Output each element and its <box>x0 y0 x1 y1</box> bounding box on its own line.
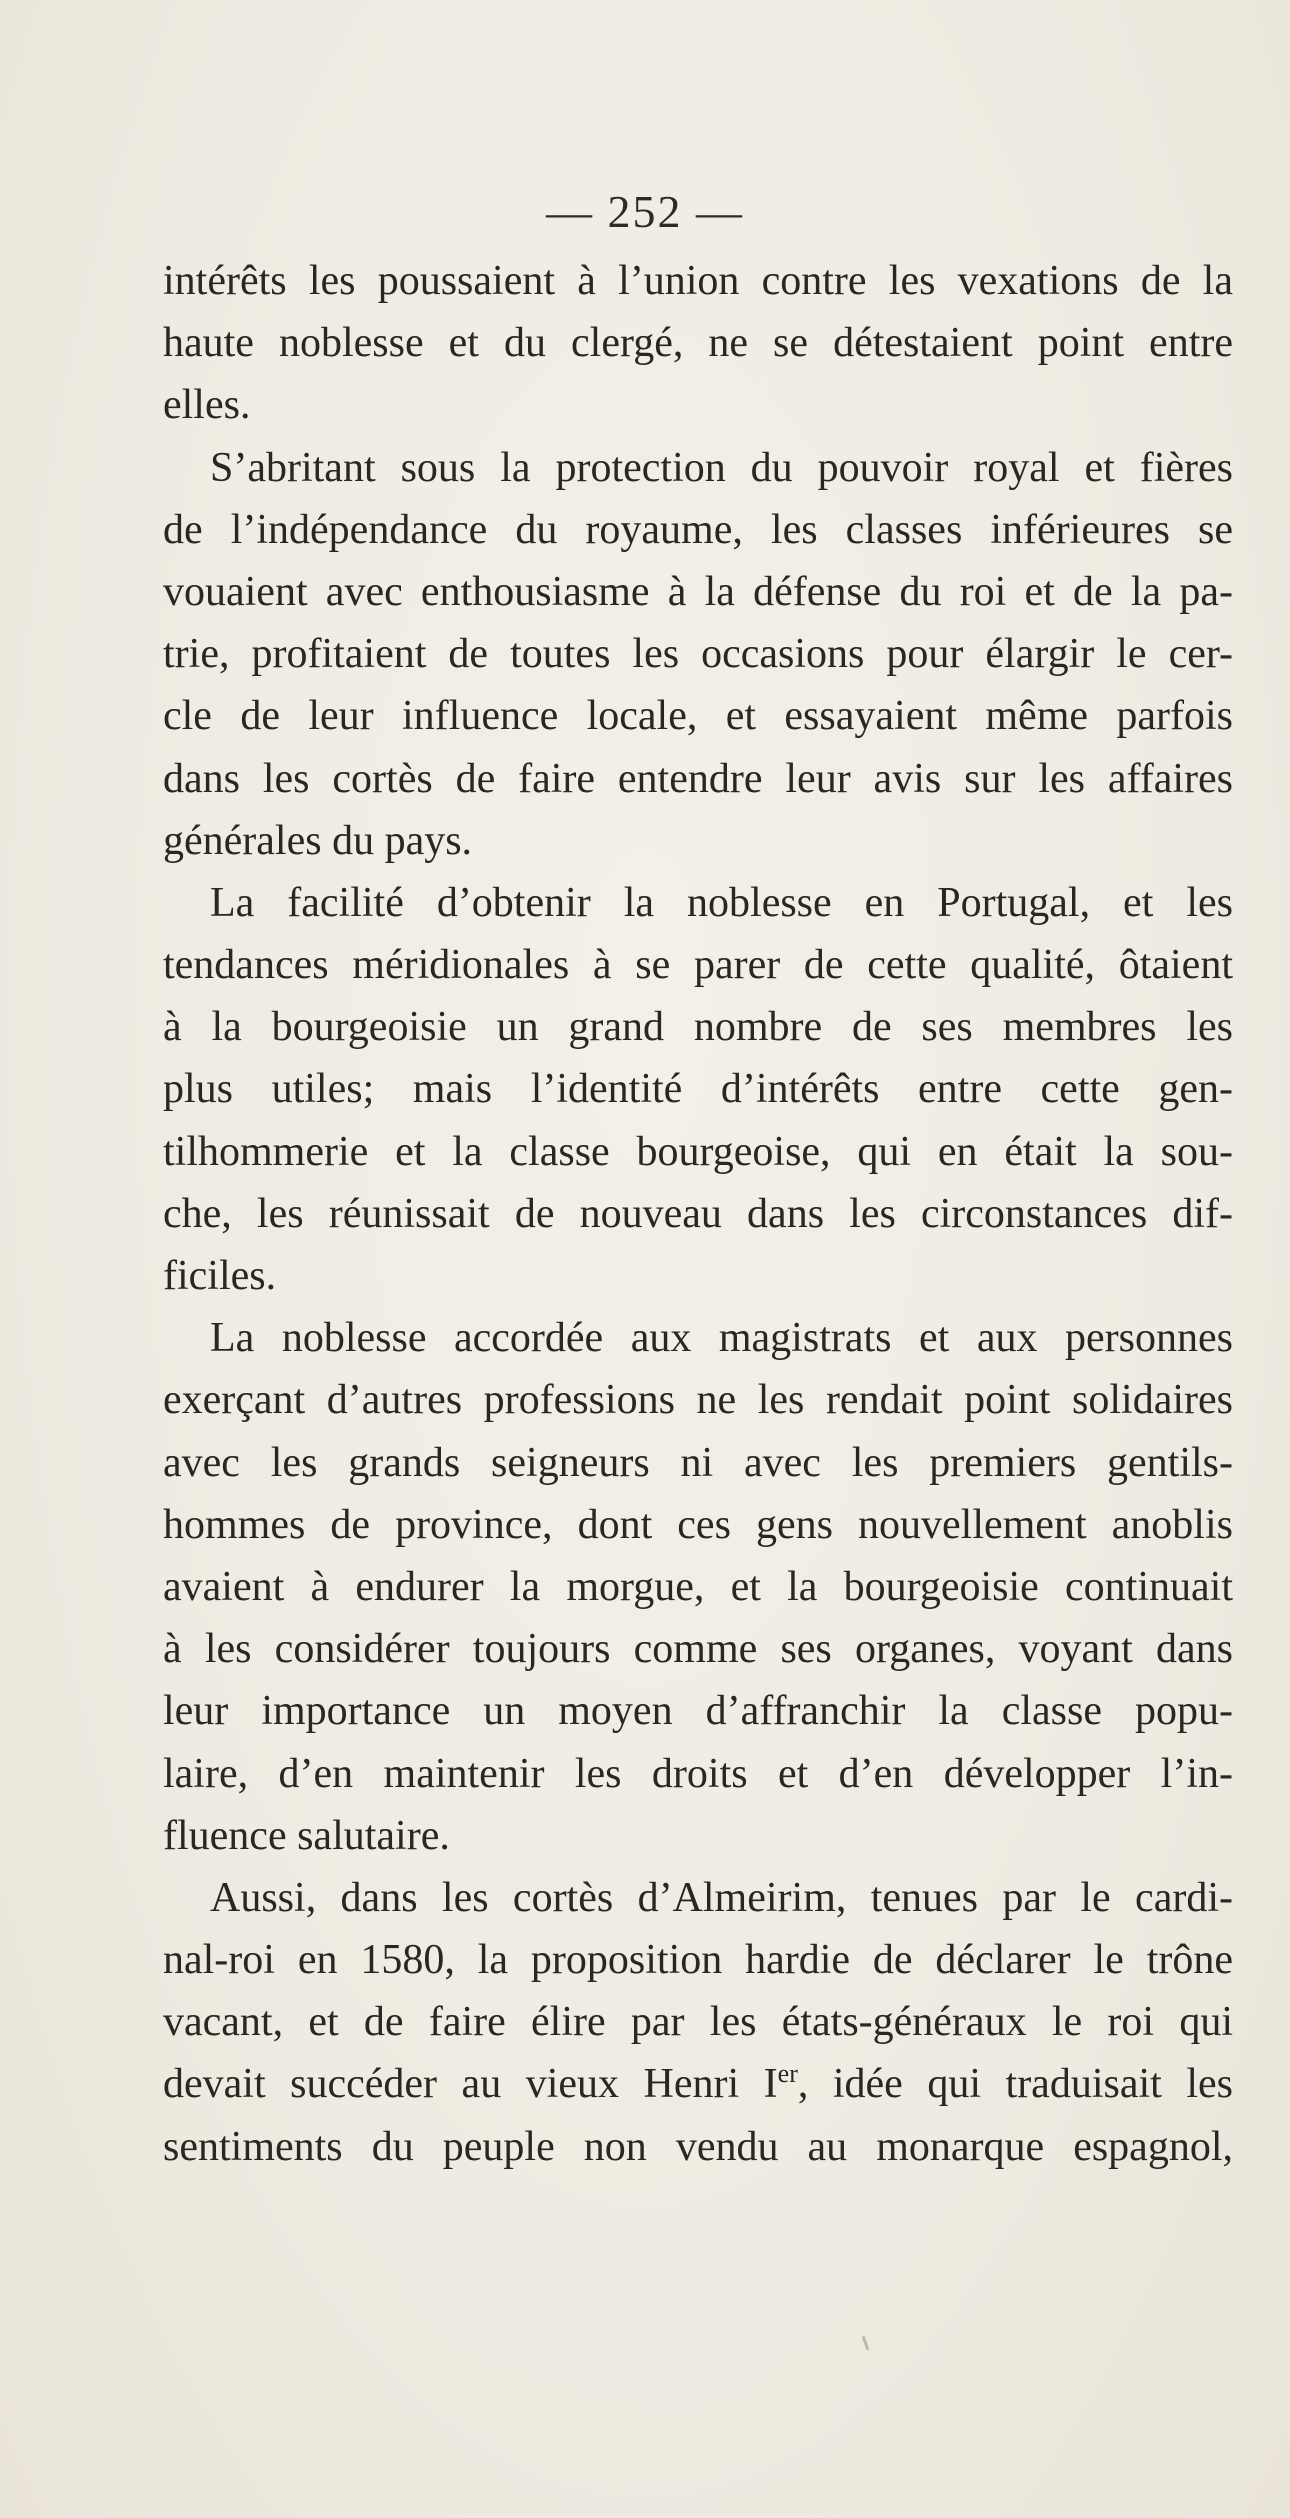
text-line <box>163 2116 1233 2178</box>
text-line <box>163 623 1233 685</box>
text-line <box>163 1494 1233 1556</box>
text-line <box>163 1680 1233 1742</box>
text-line-content: plus utiles; mais l’identité d’intérêts entre cette gen- <box>163 1066 1233 1113</box>
text-line-content: che, les réunissait de nouveau dans les circonstances dif- <box>163 1190 1233 1237</box>
text-line <box>163 499 1233 561</box>
text-line-content: elles. <box>163 382 251 429</box>
text-line <box>163 1121 1233 1183</box>
text-line <box>163 1432 1233 1494</box>
superscript: er <box>777 2059 798 2089</box>
text-line <box>163 872 1233 934</box>
text-line-content: S’abritant sous la protection du pouvoir royal et fières <box>210 444 1233 491</box>
text-line-content: fluence salutaire. <box>163 1812 450 1859</box>
text-line-content: tilhommerie et la classe bourgeoise, qui en était la sou- <box>163 1128 1233 1175</box>
text-line <box>163 2053 1233 2115</box>
text-line-content: dans les cortès de faire entendre leur avis sur les affaires <box>163 755 1233 802</box>
text-line-content: cle de leur influence locale, et essayaient même parfois <box>163 693 1233 740</box>
text-line-content: avaient à endurer la morgue, et la bourgeoisie continuait <box>163 1563 1233 1610</box>
text-line <box>163 748 1233 810</box>
text-line-content: exerçant d’autres professions ne les rendait point solidaires <box>163 1377 1233 1424</box>
text-line-content: tendances méridionales à se parer de cette qualité, ôtaient <box>163 942 1233 989</box>
text-line-content: à la bourgeoisie un grand nombre de ses membres les <box>163 1004 1233 1051</box>
text-line-content: devait succéder au vieux Henri I <box>163 2061 778 2108</box>
text-line-content: vouaient avec enthousiasme à la défense du roi et de la pa- <box>163 568 1233 615</box>
text-line <box>163 1183 1233 1245</box>
text-line-content: vacant, et de faire élire par les états-généraux le roi qui <box>163 1999 1233 2046</box>
text-line-content: à les considérer toujours comme ses organes, voyant dans <box>163 1626 1233 1673</box>
text-line <box>163 1867 1233 1929</box>
text-line <box>163 312 1233 374</box>
paper-speck <box>862 2336 870 2350</box>
text-line <box>163 934 1233 996</box>
text-line <box>163 374 1233 436</box>
text-line-content: avec les grands seigneurs ni avec les premiers gentils- <box>163 1439 1233 1486</box>
text-line <box>163 1991 1233 2053</box>
text-line-content: haute noblesse et du clergé, ne se détestaient point entre <box>163 320 1233 367</box>
text-line <box>163 1245 1233 1307</box>
text-line-content: laire, d’en maintenir les droits et d’en développer l’in- <box>163 1750 1233 1797</box>
text-line <box>163 1805 1233 1867</box>
text-line-content: leur importance un moyen d’affranchir la classe popu- <box>163 1688 1233 1735</box>
text-line <box>163 685 1233 747</box>
text-line-content: La noblesse accordée aux magistrats et aux personnes <box>210 1315 1233 1362</box>
text-line-content: sentiments du peuple non vendu au monarque espagnol, <box>163 2123 1233 2170</box>
text-line <box>163 561 1233 623</box>
text-line-continuation: , idée qui traduisait les <box>797 2061 1233 2108</box>
text-line-content: nal-roi en 1580, la proposition hardie de déclarer le trône <box>163 1937 1233 1984</box>
text-line <box>163 1556 1233 1618</box>
text-line-content: hommes de province, dont ces gens nouvellement anoblis <box>163 1501 1233 1548</box>
text-line-content: trie, profitaient de toutes les occasions pour élargir le cer- <box>163 631 1233 678</box>
text-line <box>163 1307 1233 1369</box>
page-number: — 252 — <box>546 186 744 237</box>
text-line <box>163 1369 1233 1431</box>
text-line <box>163 1743 1233 1805</box>
text-line-content: de l’indépendance du royaume, les classes inférieures se <box>163 506 1233 553</box>
text-line <box>163 1058 1233 1120</box>
text-line <box>163 810 1233 872</box>
body-text <box>163 250 1233 2178</box>
text-line-content: ficiles. <box>163 1253 277 1299</box>
text-line-content: intérêts les poussaient à l’union contre les vexations de la <box>163 258 1233 304</box>
text-line <box>163 996 1233 1058</box>
text-line-content: générales du pays. <box>163 817 473 864</box>
text-line <box>163 1618 1233 1680</box>
text-line-content: Aussi, dans les cortès d’Almeirim, tenues par le cardi- <box>210 1874 1233 1921</box>
text-line <box>163 437 1233 499</box>
text-line <box>163 250 1233 312</box>
text-line <box>163 1929 1233 1991</box>
text-line-content: La facilité d’obtenir la noblesse en Portugal, et les <box>210 879 1233 926</box>
